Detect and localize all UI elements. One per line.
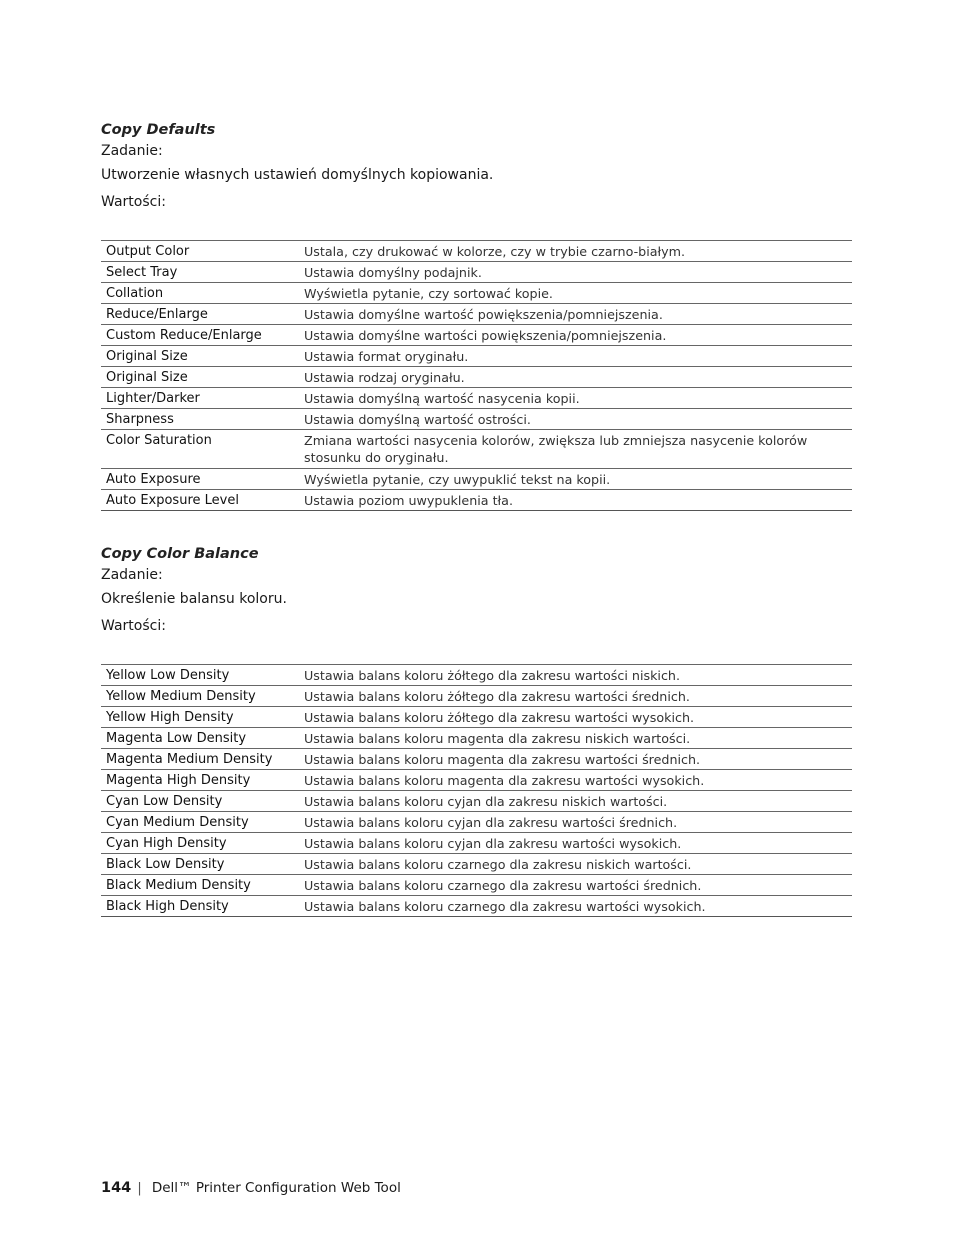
page-number: 144 (101, 1180, 132, 1196)
setting-description: Ustawia rodzaj oryginału. (300, 367, 852, 388)
setting-name: Black Low Density (101, 854, 300, 875)
values-table-body (101, 241, 852, 511)
setting-name: Yellow Low Density (101, 665, 300, 686)
setting-name: Custom Reduce/Enlarge (101, 325, 300, 346)
setting-name: Sharpness (101, 409, 300, 430)
setting-name: Yellow Medium Density (101, 686, 300, 707)
footer-separator: | (137, 1180, 142, 1196)
setting-name: Color Saturation (101, 430, 300, 469)
setting-description: Ustawia balans koloru magenta dla zakresu wartości średnich. (300, 749, 852, 770)
values-table (101, 664, 852, 917)
table-row (101, 304, 852, 325)
table-row (101, 490, 852, 511)
values-label: Wartości: (101, 194, 166, 210)
document-title: Dell™ Printer Configuration Web Tool (151, 1180, 401, 1196)
table-row (101, 875, 852, 896)
table-row (101, 283, 852, 304)
setting-name: Auto Exposure (101, 469, 300, 490)
table-row (101, 833, 852, 854)
setting-description: Wyświetla pytanie, czy sortować kopie. (300, 283, 852, 304)
setting-name: Collation (101, 283, 300, 304)
table-row (101, 262, 852, 283)
setting-name: Output Color (101, 241, 300, 262)
section-title: Copy Defaults (101, 122, 216, 138)
section-copy-defaults (101, 120, 852, 511)
table-row (101, 854, 852, 875)
table-row (101, 241, 852, 262)
setting-name: Magenta Low Density (101, 728, 300, 749)
table-row (101, 749, 852, 770)
setting-name: Magenta High Density (101, 770, 300, 791)
table-row (101, 728, 852, 749)
setting-name: Black High Density (101, 896, 300, 917)
setting-name: Auto Exposure Level (101, 490, 300, 511)
values-table-body (101, 665, 852, 917)
table-row (101, 367, 852, 388)
table-row (101, 665, 852, 686)
task-label: Zadanie: (101, 143, 163, 159)
setting-description: Ustawia domyślne wartości powiększenia/pomniejszenia. (300, 325, 852, 346)
setting-description: Ustawia balans koloru żółtego dla zakresu wartości wysokich. (300, 707, 852, 728)
setting-name: Select Tray (101, 262, 300, 283)
task-text: Określenie balansu koloru. (101, 591, 287, 607)
table-row (101, 896, 852, 917)
task-text: Utworzenie własnych ustawień domyślnych kopiowania. (101, 167, 494, 183)
setting-description: Ustawia format oryginału. (300, 346, 852, 367)
table-row (101, 346, 852, 367)
setting-name: Yellow High Density (101, 707, 300, 728)
setting-description: Ustawia domyślne wartość powiększenia/pomniejszenia. (300, 304, 852, 325)
table-row (101, 791, 852, 812)
task-label: Zadanie: (101, 567, 163, 583)
setting-description: Ustawia balans koloru cyjan dla zakresu wartości wysokich. (300, 833, 852, 854)
setting-description: Ustawia domyślny podajnik. (300, 262, 852, 283)
setting-name: Cyan High Density (101, 833, 300, 854)
setting-description: Ustawia balans koloru magenta dla zakresu niskich wartości. (300, 728, 852, 749)
setting-description: Ustala, czy drukować w kolorze, czy w trybie czarno-białym. (300, 241, 852, 262)
setting-description: Ustawia balans koloru czarnego dla zakresu wartości wysokich. (300, 896, 852, 917)
setting-description: Ustawia balans koloru cyjan dla zakresu wartości średnich. (300, 812, 852, 833)
setting-name: Reduce/Enlarge (101, 304, 300, 325)
setting-name: Cyan Low Density (101, 791, 300, 812)
table-row (101, 707, 852, 728)
setting-description: Ustawia poziom uwypuklenia tła. (300, 490, 852, 511)
section-copy-color-balance (101, 544, 852, 917)
setting-description: Ustawia balans koloru magenta dla zakresu wartości wysokich. (300, 770, 852, 791)
setting-description: Ustawia balans koloru czarnego dla zakresu niskich wartości. (300, 854, 852, 875)
table-row (101, 388, 852, 409)
setting-name: Original Size (101, 367, 300, 388)
setting-name: Lighter/Darker (101, 388, 300, 409)
setting-description: Ustawia balans koloru żółtego dla zakresu wartości średnich. (300, 686, 852, 707)
setting-description: Ustawia domyślną wartość nasycenia kopii. (300, 388, 852, 409)
table-row (101, 812, 852, 833)
table-row (101, 325, 852, 346)
setting-description: Zmiana wartości nasycenia kolorów, zwiększa lub zmniejsza nasycenie kolorów stosunku do oryginału. (300, 430, 852, 469)
table-row (101, 770, 852, 791)
setting-description: Ustawia balans koloru czarnego dla zakresu wartości średnich. (300, 875, 852, 896)
section-title: Copy Color Balance (101, 546, 259, 562)
setting-description: Ustawia balans koloru cyjan dla zakresu niskich wartości. (300, 791, 852, 812)
values-label: Wartości: (101, 618, 166, 634)
setting-description: Ustawia balans koloru żółtego dla zakresu wartości niskich. (300, 665, 852, 686)
setting-name: Magenta Medium Density (101, 749, 300, 770)
page-footer (101, 1178, 401, 1198)
table-row (101, 430, 852, 469)
setting-name: Original Size (101, 346, 300, 367)
values-table (101, 240, 852, 511)
setting-name: Black Medium Density (101, 875, 300, 896)
table-row (101, 409, 852, 430)
table-row (101, 686, 852, 707)
setting-name: Cyan Medium Density (101, 812, 300, 833)
setting-description: Ustawia domyślną wartość ostrości. (300, 409, 852, 430)
table-row (101, 469, 852, 490)
setting-description: Wyświetla pytanie, czy uwypuklić tekst na kopii. (300, 469, 852, 490)
